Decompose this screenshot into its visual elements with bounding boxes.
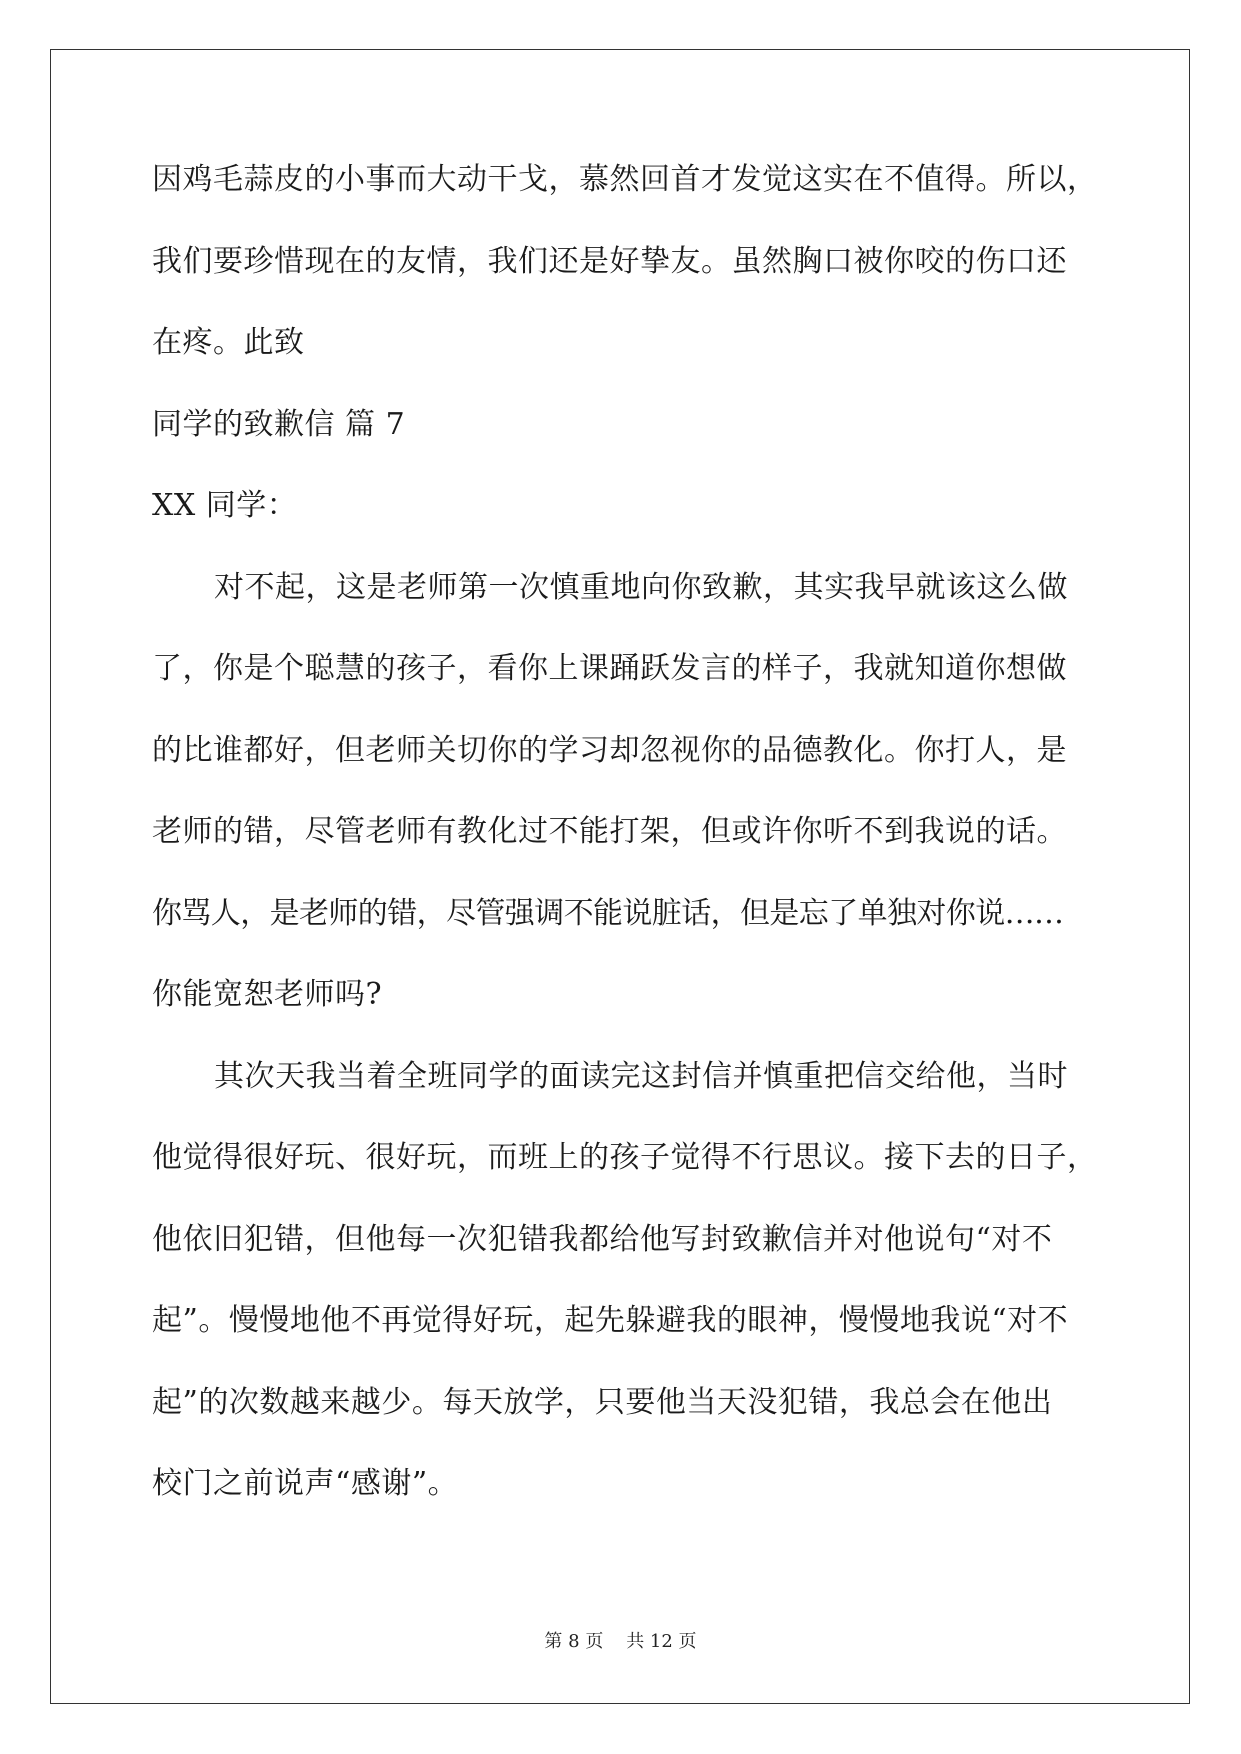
text-line: 起”。慢慢地他不再觉得好玩，起先躲避我的眼神，慢慢地我说“对不 [152, 1303, 1069, 1338]
text-line: 老师的错，尽管老师有教化过不能打架，但或许你听不到我说的话。 [152, 814, 1067, 849]
text-line: 其次天我当着全班同学的面读完这封信并慎重把信交给他，当时 [214, 1058, 1068, 1094]
salutation: XX 同学： [152, 488, 298, 523]
text-line: 起”的次数越来越少。每天放学，只要他当天没犯错，我总会在他出 [152, 1384, 1053, 1420]
text-line: 在疼。此致 [152, 325, 305, 360]
text-line: 你能宽恕老师吗? [152, 977, 383, 1012]
text-line: 的比谁都好，但老师关切你的学习却忽视你的品德教化。你打人，是 [152, 732, 1067, 768]
text-line: 我们要珍惜现在的友情，我们还是好挚友。虽然胸口被你咬的伤口还 [152, 243, 1067, 279]
text-line: 校门之前说声“感谢”。 [152, 1466, 459, 1501]
page-footer [0, 1627, 1241, 1653]
text-line: 他觉得很好玩、很好玩，而班上的孩子觉得不行思议。接下去的日子， [152, 1140, 1098, 1175]
text-line: 他依旧犯错，但他每一次犯错我都给他写封致歉信并对他说句“对不 [152, 1221, 1053, 1257]
section-heading: 同学的致歉信 篇 7 [152, 406, 406, 442]
text-line: 对不起，这是老师第一次慎重地向你致歉，其实我早就该这么做 [214, 569, 1068, 605]
text-line: 你骂人，是老师的错，尽管强调不能说脏话，但是忘了单独对你说…… [152, 895, 1064, 931]
text-line: 了，你是个聪慧的孩子，看你上课踊跃发言的样子，我就知道你想做 [152, 651, 1067, 686]
document-body [152, 162, 1098, 1551]
page-number: 第 8 页 共 12 页 [544, 1631, 697, 1652]
text-line: 因鸡毛蒜皮的小事而大动干戈，慕然回首才发觉这实在不值得。所以， [152, 162, 1098, 197]
